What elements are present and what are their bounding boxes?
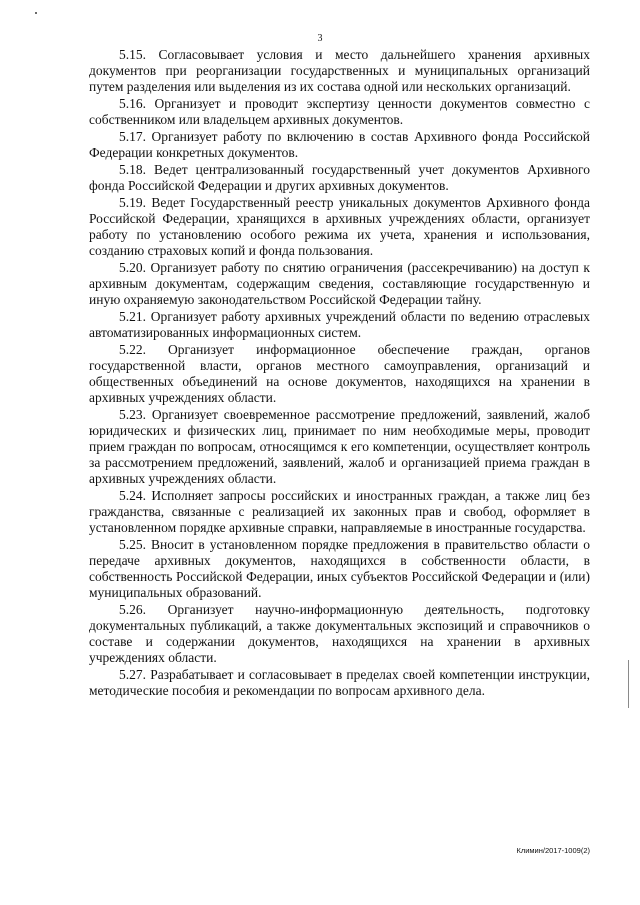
paragraph-5-16: 5.16. Организует и проводит экспертизу ценности документов совместно с собственником или владельцем архивных документов. — [89, 96, 590, 127]
paragraph-5-19: 5.19. Ведет Государственный реестр уникальных документов Архивного фонда Российской Федерации, хранящихся в архивных учреждениях области, организует работу по установлению особого режима их учета, хранения и использования, созданию страховых копий и фонда пользования. — [89, 195, 590, 258]
scan-speck — [35, 12, 37, 14]
paragraph-5-20: 5.20. Организует работу по снятию ограничения (рассекречиванию) на доступ к архивным документам, содержащим сведения, составляющие государственную и иную охраняемую законодательством Российской Федерации тайну. — [89, 260, 590, 307]
paragraph-5-18: 5.18. Ведет централизованный государственный учет документов Архивного фонда Российской Федерации и других архивных документов. — [89, 162, 590, 193]
paragraph-5-22: 5.22. Организует информационное обеспечение граждан, органов государственной власти, органов местного самоуправления, организаций и общественных объединений на основе документов, находящихся на хранении в архивных учреждениях области. — [89, 342, 590, 405]
page-number: 3 — [317, 33, 323, 44]
paragraph-5-17: 5.17. Организует работу по включению в состав Архивного фонда Российской Федерации конкретных документов. — [89, 129, 590, 160]
document-id: Климин/2017-1009(2) — [516, 846, 590, 855]
paragraph-5-27: 5.27. Разрабатывает и согласовывает в пределах своей компетенции инструкции, методические пособия и рекомендации по вопросам архивного дела. — [89, 667, 590, 698]
paragraph-5-23: 5.23. Организует своевременное рассмотрение предложений, заявлений, жалоб юридических и физических лиц, принимает по ним необходимые меры, проводит прием граждан по вопросам, относящимся к его компетенции, осуществляет контроль за рассмотрением предложений, заявлений, жалоб и организацией приема граждан в архивных учреждениях области. — [89, 407, 590, 486]
document-body — [89, 47, 590, 700]
paragraph-5-15: 5.15. Согласовывает условия и место дальнейшего хранения архивных документов при реорганизации государственных и муниципальных организаций путем разделения или выделения из их состава одной или нескольких организаций. — [89, 47, 590, 94]
paragraph-5-25: 5.25. Вносит в установленном порядке предложения в правительство области о передаче архивных документов, находящихся в собственности области, в собственность Российской Федерации, иных субъектов Российской Федерации и (или) муниципальных образований. — [89, 537, 590, 600]
paragraph-5-24: 5.24. Исполняет запросы российских и иностранных граждан, а также лиц без гражданства, связанные с реализацией их законных прав и свобод, оформляет в установленном порядке архивные справки, направляемые в иностранные государства. — [89, 488, 590, 535]
paragraph-5-21: 5.21. Организует работу архивных учреждений области по ведению отраслевых автоматизированных информационных систем. — [89, 309, 590, 340]
scan-edge-mark — [628, 660, 629, 708]
paragraph-5-26: 5.26. Организует научно-информационную деятельность, подготовку документальных публикаций, а также документальных экспозиций и справочников о составе и содержании документов, находящихся на хранении в архивных учреждениях области. — [89, 602, 590, 665]
